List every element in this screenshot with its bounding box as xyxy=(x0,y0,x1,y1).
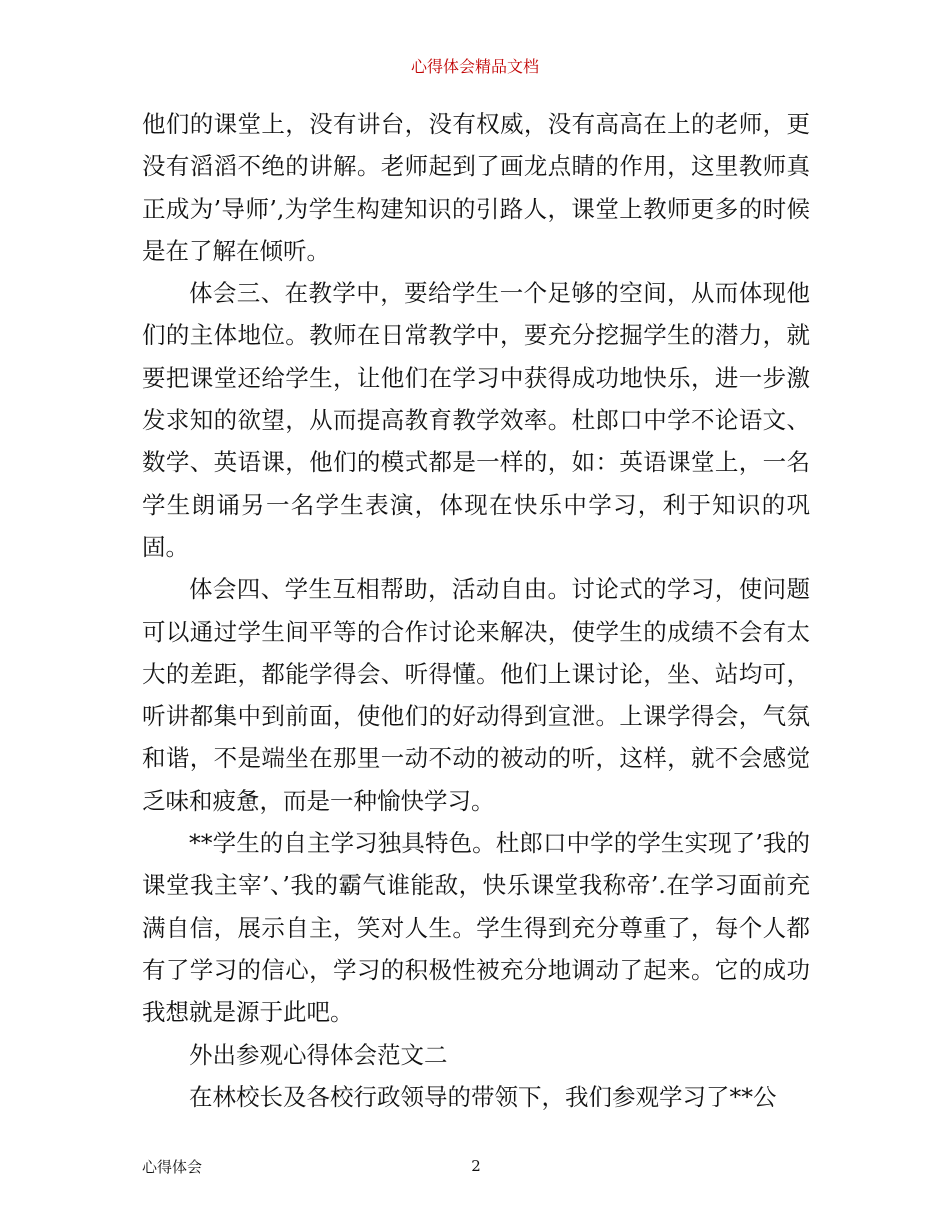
paragraph-4: **学生的自主学习独具特色。杜郎口中学的学生实现了’我的课堂我主宰’、’我的霸气谁能敌，快乐课堂我称帝’.在学习面前充满自信，展示自主，笑对人生。学生得到充分尊重了，每个人都有了学习的信心，学习的积极性被充分地调动了起来。它的成功我想就是源于此吧。 xyxy=(142,829,810,1027)
paragraph-5: 在林校长及各校行政领导的带领下，我们参观学习了**公 xyxy=(189,1082,777,1111)
document-body xyxy=(142,103,810,1118)
paragraph-2: 体会三、在教学中，要给学生一个足够的空间，从而体现他们的主体地位。教师在日常教学中，要充分挖掘学生的潜力，就要把课堂还给学生，让他们在学习中获得成功地快乐，进一步激发求知的欲望，从而提高教育教学效率。杜郎口中学不论语文、数学、英语课，他们的模式都是一样的，如：英语课堂上，一名学生朗诵另一名学生表演，体现在快乐中学习，利于知识的巩固。 xyxy=(142,279,810,561)
paragraph-3: 体会四、学生互相帮助，活动自由。讨论式的学习，使问题可以通过学生间平等的合作讨论来解决，使学生的成绩不会有太大的差距，都能学得会、听得懂。他们上课讨论，坐、站均可，听讲都集中到前面，使他们的好动得到宣泄。上课学得会，气氛和谐，不是端坐在那里一动不动的被动的听，这样，就不会感觉乏味和疲惫，而是一种愉快学习。 xyxy=(142,575,810,815)
paragraph-1: 他们的课堂上，没有讲台，没有权威，没有高高在上的老师，更没有滔滔不绝的讲解。老师起到了画龙点睛的作用，这里教师真正成为’导师’,为学生构建知识的引路人，课堂上教师更多的时候是在了解在倾听。 xyxy=(142,110,810,265)
page-header xyxy=(0,56,950,78)
page-number: 2 xyxy=(471,1157,481,1175)
footer-label: 心得体会 xyxy=(142,1158,203,1176)
section-heading: 外出参观心得体会范文二 xyxy=(189,1040,448,1069)
header-title: 心得体会精品文档 xyxy=(410,57,539,76)
